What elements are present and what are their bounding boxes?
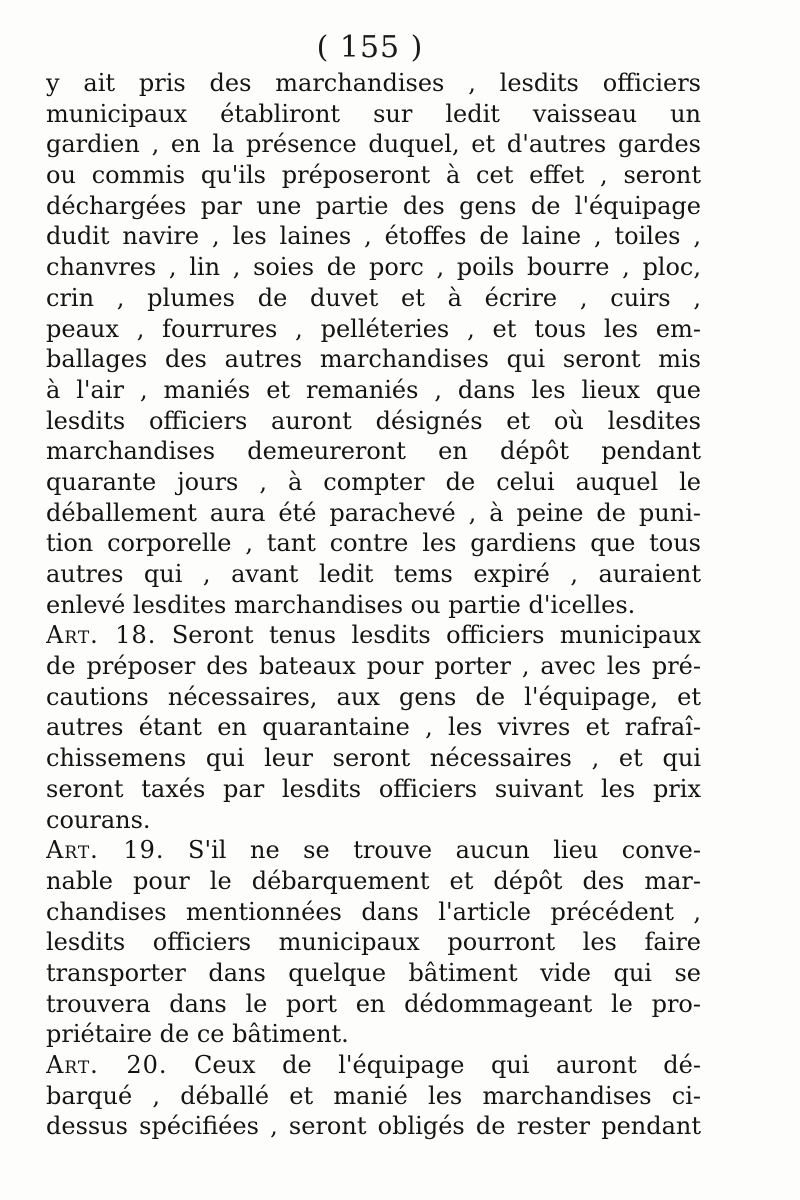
text-line bbox=[46, 252, 701, 283]
text-line bbox=[46, 590, 701, 621]
line-text: ballages des autres marchandises qui seront mis bbox=[46, 345, 701, 374]
page-number: ( 155 ) bbox=[316, 30, 424, 65]
text-line bbox=[46, 498, 701, 529]
line-text: chissemens qui leur seront nécessaires , et qui bbox=[46, 744, 701, 773]
text-line bbox=[46, 559, 701, 590]
line-text: marchandises demeureront en dépôt pendant bbox=[46, 437, 701, 466]
text-line bbox=[46, 651, 701, 682]
text-line bbox=[46, 68, 701, 99]
text-line bbox=[46, 191, 701, 222]
text-line bbox=[46, 528, 701, 559]
text-line bbox=[46, 897, 701, 928]
text-line bbox=[46, 314, 701, 345]
text-line bbox=[46, 344, 701, 375]
line-text: enlevé lesdites marchandises ou partie d'icelles. bbox=[46, 590, 636, 619]
line-text: S'il ne se trouve aucun lieu conve- bbox=[164, 836, 701, 865]
article-number: Art. 20. bbox=[46, 1051, 168, 1079]
text-line bbox=[46, 712, 701, 743]
text-line bbox=[46, 467, 701, 498]
line-text: cautions nécessaires, aux gens de l'équipage, et bbox=[46, 682, 701, 711]
text-line bbox=[46, 129, 701, 160]
line-text: chandises mentionnées dans l'article précédent , bbox=[46, 897, 701, 926]
line-text: y ait pris des marchandises , lesdits officiers bbox=[46, 69, 701, 97]
line-text: dudit navire , les laines , étoffes de laine , toiles , bbox=[46, 222, 701, 251]
text-line bbox=[46, 1081, 701, 1112]
line-text: gardien , en la présence duquel, et d'autres gardes bbox=[46, 130, 701, 159]
line-text: autres qui , avant ledit tems expiré , auraient bbox=[46, 560, 701, 588]
line-text: Ceux de l'équipage qui auront dé- bbox=[167, 1051, 701, 1079]
line-text: crin , plumes de duvet et à écrire , cuirs , bbox=[46, 283, 701, 312]
text-line bbox=[46, 1019, 701, 1050]
text-line bbox=[46, 743, 701, 774]
text-line bbox=[46, 958, 701, 989]
text-line bbox=[46, 805, 701, 836]
line-text: déchargées par une partie des gens de l'équipage bbox=[46, 191, 701, 220]
article-number: Art. 19. bbox=[46, 836, 165, 865]
text-line bbox=[46, 866, 701, 897]
article-number: Art. 18. bbox=[46, 621, 157, 650]
line-text: quarante jours , à compter de celui auquel le bbox=[46, 467, 701, 496]
text-line bbox=[46, 283, 701, 314]
text-line bbox=[46, 989, 701, 1020]
line-text: chanvres , lin , soies de porc , poils bourre , ploc, bbox=[46, 253, 701, 282]
text-line bbox=[46, 620, 701, 651]
line-text: tion corporelle , tant contre les gardiens que tous bbox=[46, 529, 701, 558]
line-text: transporter dans quelque bâtiment vide qui se bbox=[46, 958, 701, 987]
text-line bbox=[46, 160, 701, 191]
line-text: déballement aura été parachevé , à peine de puni- bbox=[46, 498, 701, 527]
text-line bbox=[46, 99, 701, 130]
body-text bbox=[46, 68, 701, 1142]
line-text: barqué , déballé et manié les marchandises ci- bbox=[46, 1081, 701, 1110]
line-text: lesdits officiers municipaux pourront les faire bbox=[46, 928, 701, 957]
text-line bbox=[46, 682, 701, 713]
text-line bbox=[46, 1050, 701, 1081]
text-line bbox=[46, 221, 701, 252]
text-line bbox=[46, 406, 701, 437]
text-line bbox=[46, 774, 701, 805]
line-text: municipaux établiront sur ledit vaisseau un bbox=[46, 99, 701, 128]
line-text: peaux , fourrures , pelléteries , et tous les em- bbox=[46, 314, 701, 343]
text-line bbox=[46, 927, 701, 958]
line-text: priétaire de ce bâtiment. bbox=[46, 1020, 349, 1049]
line-text: Seront tenus lesdits officiers municipaux bbox=[156, 621, 701, 650]
line-text: à l'air , maniés et remaniés , dans les lieux que bbox=[46, 375, 701, 404]
line-text: nable pour le débarquement et dépôt des mar- bbox=[46, 866, 701, 895]
line-text: courans. bbox=[46, 805, 151, 834]
text-line bbox=[46, 835, 701, 866]
line-text: ou commis qu'ils préposeront à cet effet , seront bbox=[46, 161, 701, 190]
line-text: de préposer des bateaux pour porter , avec les pré- bbox=[46, 652, 701, 681]
line-text: seront taxés par lesdits officiers suivant les prix bbox=[46, 774, 701, 803]
text-line bbox=[46, 436, 701, 467]
line-text: trouvera dans le port en dédommageant le pro- bbox=[46, 989, 701, 1018]
text-line bbox=[46, 375, 701, 406]
line-text: lesdits officiers auront désignés et où lesdites bbox=[46, 406, 701, 435]
text-line bbox=[46, 1111, 701, 1142]
line-text: dessus spécifiées , seront obligés de rester pendant bbox=[46, 1112, 701, 1141]
line-text: autres étant en quarantaine , les vivres et rafraî- bbox=[46, 713, 701, 742]
